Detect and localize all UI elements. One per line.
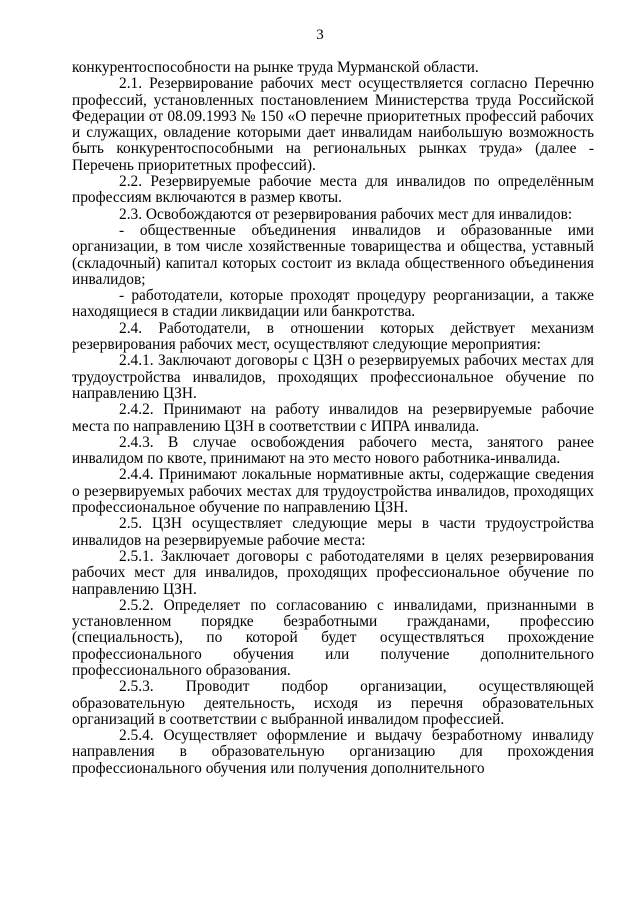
paragraph-2-4-3: 2.4.3. В случае освобождения рабочего места, занятого ранее инвалидом по квоте, принимают на это место нового работника-инвалида. xyxy=(72,433,594,468)
paragraph-2-5-2: 2.5.2. Определяет по согласованию с инвалидами, признанными в установленном порядке безработными гражданами, профессию (специальность), по которой будет осуществляться прохождение профессионального обучения или получение дополнительного профессионального образования. xyxy=(72,596,594,679)
paragraph-2-4-2: 2.4.2. Принимают на работу инвалидов на резервируемые рабочие места по направлению ЦЗН в соответствии с ИПРА инвалида. xyxy=(72,401,594,435)
paragraph-2-3-item-1: - общественные объединения инвалидов и образованные ими организации, в том числе хозяйственные товарищества и общества, уставный (складочный) капитал которых состоит из вклада общественного объединения инвалидов; xyxy=(72,221,594,288)
document-body xyxy=(72,60,594,777)
paragraph-2-5-3: 2.5.3. Проводит подбор организации, осуществляющей образовательную деятельность, исходя из перечня образовательных организаций в соответствии с выбранной инвалидом профессией. xyxy=(72,678,594,728)
paragraph-2-3: 2.3. Освобождаются от резервирования рабочих мест для инвалидов: xyxy=(119,205,573,223)
paragraph-2-4: 2.4. Работодатели, в отношении которых действует механизм резервирования рабочих мест, осуществляют следующие мероприятия: xyxy=(72,319,594,354)
paragraph-2-4-4: 2.4.4. Принимают локальные нормативные акты, содержащие сведения о резервируемых рабочих местах для трудоустройства инвалидов, проходящих профессиональное обучение по направлению ЦЗН. xyxy=(72,466,594,517)
paragraph-2-5: 2.5. ЦЗН осуществляет следующие меры в части трудоустройства инвалидов на резервируемые рабочие места: xyxy=(72,515,594,549)
paragraph-2-4-1: 2.4.1. Заключают договоры с ЦЗН о резервируемых рабочих местах для трудоустройства инвалидов, проходящих профессиональное обучение по направлению ЦЗН. xyxy=(72,352,594,402)
paragraph-2-1: 2.1. Резервирование рабочих мест осуществляется согласно Перечню профессий, установленных постановлением Министерства труда Российской Федерации от 08.09.1993 № 150 «О перечне приоритетных профессий рабочих и служащих, овладение которыми дает инвалидам наибольшую возможность быть конкурентоспособными на региональных рынках труда» (далее - Перечень приоритетных профессий). xyxy=(72,75,594,174)
paragraph-continuation: конкурентоспособности на рынке труда Мурманской области. xyxy=(72,59,479,76)
paragraph-2-3-item-2: - работодатели, которые проходят процедуру реорганизации, а также находящиеся в стадии ликвидации или банкротства. xyxy=(72,287,594,321)
paragraph-2-5-1: 2.5.1. Заключает договоры с работодателями в целях резервирования рабочих мест для инвалидов, проходящих профессиональное обучение по направлению ЦЗН. xyxy=(72,547,594,598)
paragraph-2-5-4: 2.5.4. Осуществляет оформление и выдачу безработному инвалиду направления в образовательную организацию для прохождения профессионального обучения или получения дополнительного xyxy=(72,727,594,777)
page-number: 3 xyxy=(316,27,324,43)
paragraph-2-2: 2.2. Резервируемые рабочие места для инвалидов по определённым профессиям включаются в размер квоты. xyxy=(72,173,594,207)
